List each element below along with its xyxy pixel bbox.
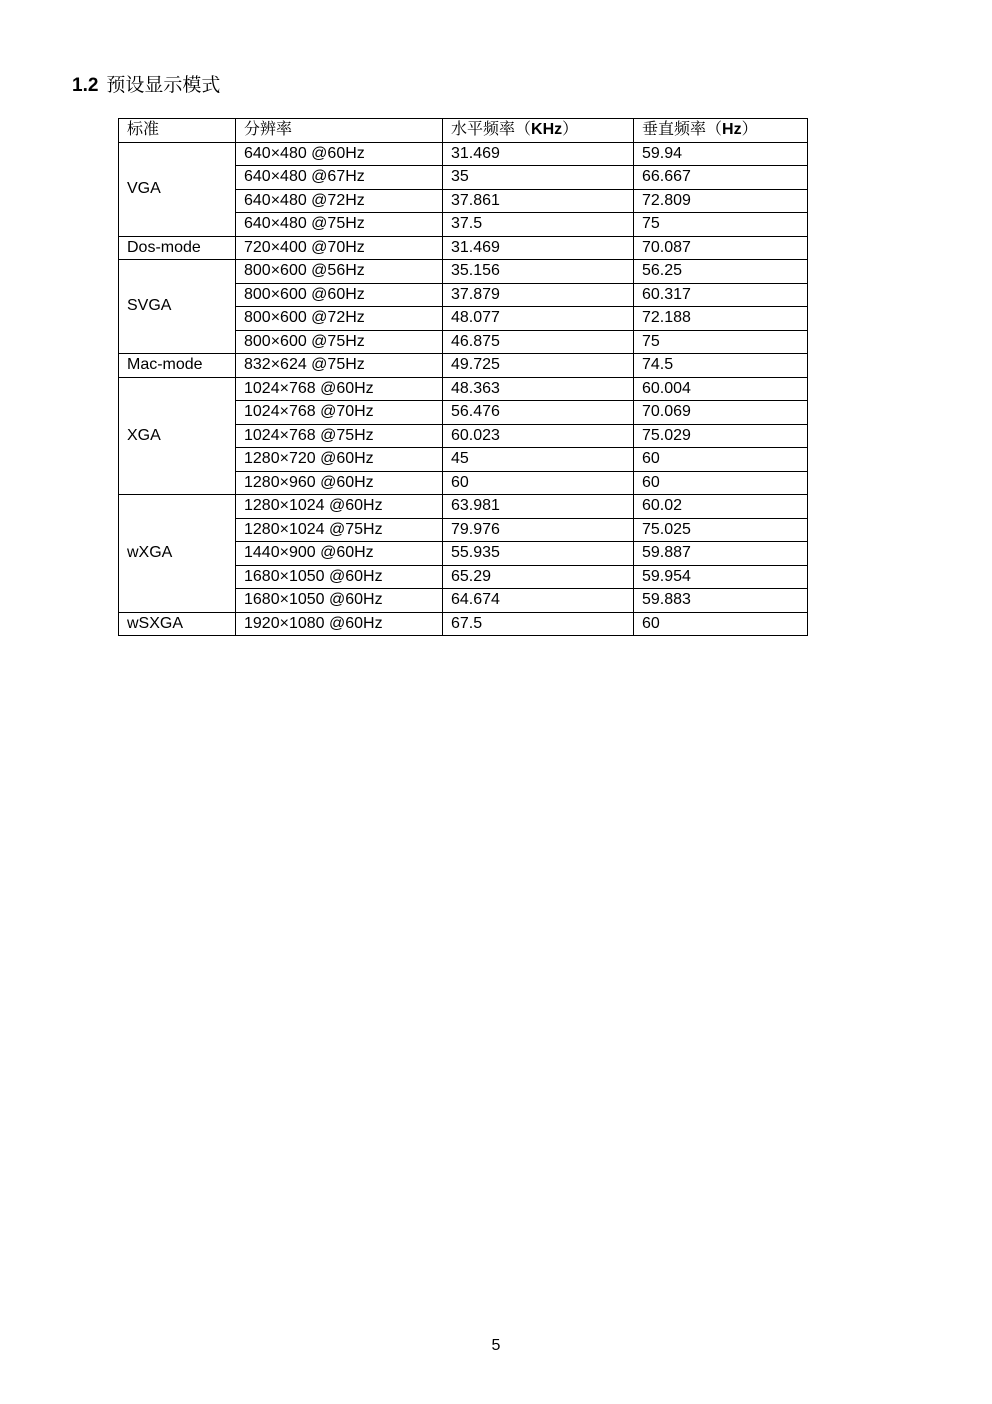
vertical-frequency-cell: 59.954 (634, 565, 808, 589)
header-hfreq-label: 水平频率（ (451, 121, 532, 138)
section-heading (72, 70, 220, 97)
resolution-cell: 1440×900 @60Hz (236, 542, 443, 566)
page-number: 5 (491, 1337, 501, 1354)
preset-display-modes-table (118, 118, 808, 636)
horizontal-frequency-cell: 31.469 (443, 142, 634, 166)
table-row (119, 354, 808, 378)
header-vertical-frequency (634, 119, 808, 143)
header-vfreq-label: 垂直频率（ (642, 121, 723, 138)
table-header-row (119, 119, 808, 143)
horizontal-frequency-cell: 49.725 (443, 354, 634, 378)
vertical-frequency-cell: 74.5 (634, 354, 808, 378)
standard-cell: XGA (119, 377, 236, 495)
standard-cell: VGA (119, 142, 236, 236)
resolution-cell: 1280×1024 @75Hz (236, 518, 443, 542)
header-horizontal-frequency (443, 119, 634, 143)
resolution-cell: 640×480 @67Hz (236, 166, 443, 190)
resolution-cell: 1024×768 @75Hz (236, 424, 443, 448)
resolution-cell: 832×624 @75Hz (236, 354, 443, 378)
horizontal-frequency-cell: 46.875 (443, 330, 634, 354)
horizontal-frequency-cell: 60 (443, 471, 634, 495)
horizontal-frequency-cell: 45 (443, 448, 634, 472)
resolution-cell: 1024×768 @70Hz (236, 401, 443, 425)
horizontal-frequency-cell: 55.935 (443, 542, 634, 566)
header-resolution: 分辨率 (236, 119, 443, 143)
vertical-frequency-cell: 56.25 (634, 260, 808, 284)
vertical-frequency-cell: 60 (634, 612, 808, 636)
horizontal-frequency-cell: 31.469 (443, 236, 634, 260)
header-vfreq-close: ） (741, 121, 758, 138)
horizontal-frequency-cell: 37.5 (443, 213, 634, 237)
header-hfreq-close: ） (562, 121, 579, 138)
horizontal-frequency-cell: 37.861 (443, 189, 634, 213)
table-row (119, 612, 808, 636)
vertical-frequency-cell: 60.004 (634, 377, 808, 401)
vertical-frequency-cell: 60.317 (634, 283, 808, 307)
vertical-frequency-cell: 75.025 (634, 518, 808, 542)
horizontal-frequency-cell: 65.29 (443, 565, 634, 589)
resolution-cell: 640×480 @72Hz (236, 189, 443, 213)
horizontal-frequency-cell: 79.976 (443, 518, 634, 542)
resolution-cell: 800×600 @60Hz (236, 283, 443, 307)
vertical-frequency-cell: 70.087 (634, 236, 808, 260)
vertical-frequency-cell: 72.188 (634, 307, 808, 331)
vertical-frequency-cell: 59.883 (634, 589, 808, 613)
horizontal-frequency-cell: 37.879 (443, 283, 634, 307)
standard-cell: wSXGA (119, 612, 236, 636)
horizontal-frequency-cell: 60.023 (443, 424, 634, 448)
vertical-frequency-cell: 59.94 (634, 142, 808, 166)
resolution-cell: 1024×768 @60Hz (236, 377, 443, 401)
horizontal-frequency-cell: 64.674 (443, 589, 634, 613)
horizontal-frequency-cell: 35.156 (443, 260, 634, 284)
standard-cell: SVGA (119, 260, 236, 354)
resolution-cell: 720×400 @70Hz (236, 236, 443, 260)
resolution-cell: 1280×1024 @60Hz (236, 495, 443, 519)
table-row (119, 495, 808, 519)
header-standard: 标准 (119, 119, 236, 143)
table-row (119, 260, 808, 284)
header-hfreq-unit: KHz (531, 121, 563, 138)
resolution-cell: 1680×1050 @60Hz (236, 589, 443, 613)
horizontal-frequency-cell: 48.363 (443, 377, 634, 401)
vertical-frequency-cell: 75 (634, 213, 808, 237)
table-row (119, 236, 808, 260)
vertical-frequency-cell: 60.02 (634, 495, 808, 519)
resolution-cell: 800×600 @56Hz (236, 260, 443, 284)
horizontal-frequency-cell: 56.476 (443, 401, 634, 425)
vertical-frequency-cell: 60 (634, 471, 808, 495)
horizontal-frequency-cell: 35 (443, 166, 634, 190)
vertical-frequency-cell: 75.029 (634, 424, 808, 448)
header-vfreq-unit: Hz (722, 121, 742, 138)
vertical-frequency-cell: 70.069 (634, 401, 808, 425)
resolution-cell: 640×480 @75Hz (236, 213, 443, 237)
resolution-cell: 800×600 @75Hz (236, 330, 443, 354)
resolution-cell: 640×480 @60Hz (236, 142, 443, 166)
resolution-cell: 800×600 @72Hz (236, 307, 443, 331)
resolution-cell: 1920×1080 @60Hz (236, 612, 443, 636)
vertical-frequency-cell: 59.887 (634, 542, 808, 566)
vertical-frequency-cell: 60 (634, 448, 808, 472)
vertical-frequency-cell: 75 (634, 330, 808, 354)
vertical-frequency-cell: 72.809 (634, 189, 808, 213)
vertical-frequency-cell: 66.667 (634, 166, 808, 190)
table-row (119, 377, 808, 401)
section-number: 1.2 (72, 75, 99, 96)
standard-cell: wXGA (119, 495, 236, 613)
resolution-cell: 1280×720 @60Hz (236, 448, 443, 472)
table-row (119, 142, 808, 166)
resolution-cell: 1680×1050 @60Hz (236, 565, 443, 589)
horizontal-frequency-cell: 67.5 (443, 612, 634, 636)
standard-cell: Mac-mode (119, 354, 236, 378)
standard-cell: Dos-mode (119, 236, 236, 260)
horizontal-frequency-cell: 48.077 (443, 307, 634, 331)
section-title: 预设显示模式 (106, 75, 221, 96)
horizontal-frequency-cell: 63.981 (443, 495, 634, 519)
table-body (119, 142, 808, 636)
resolution-cell: 1280×960 @60Hz (236, 471, 443, 495)
